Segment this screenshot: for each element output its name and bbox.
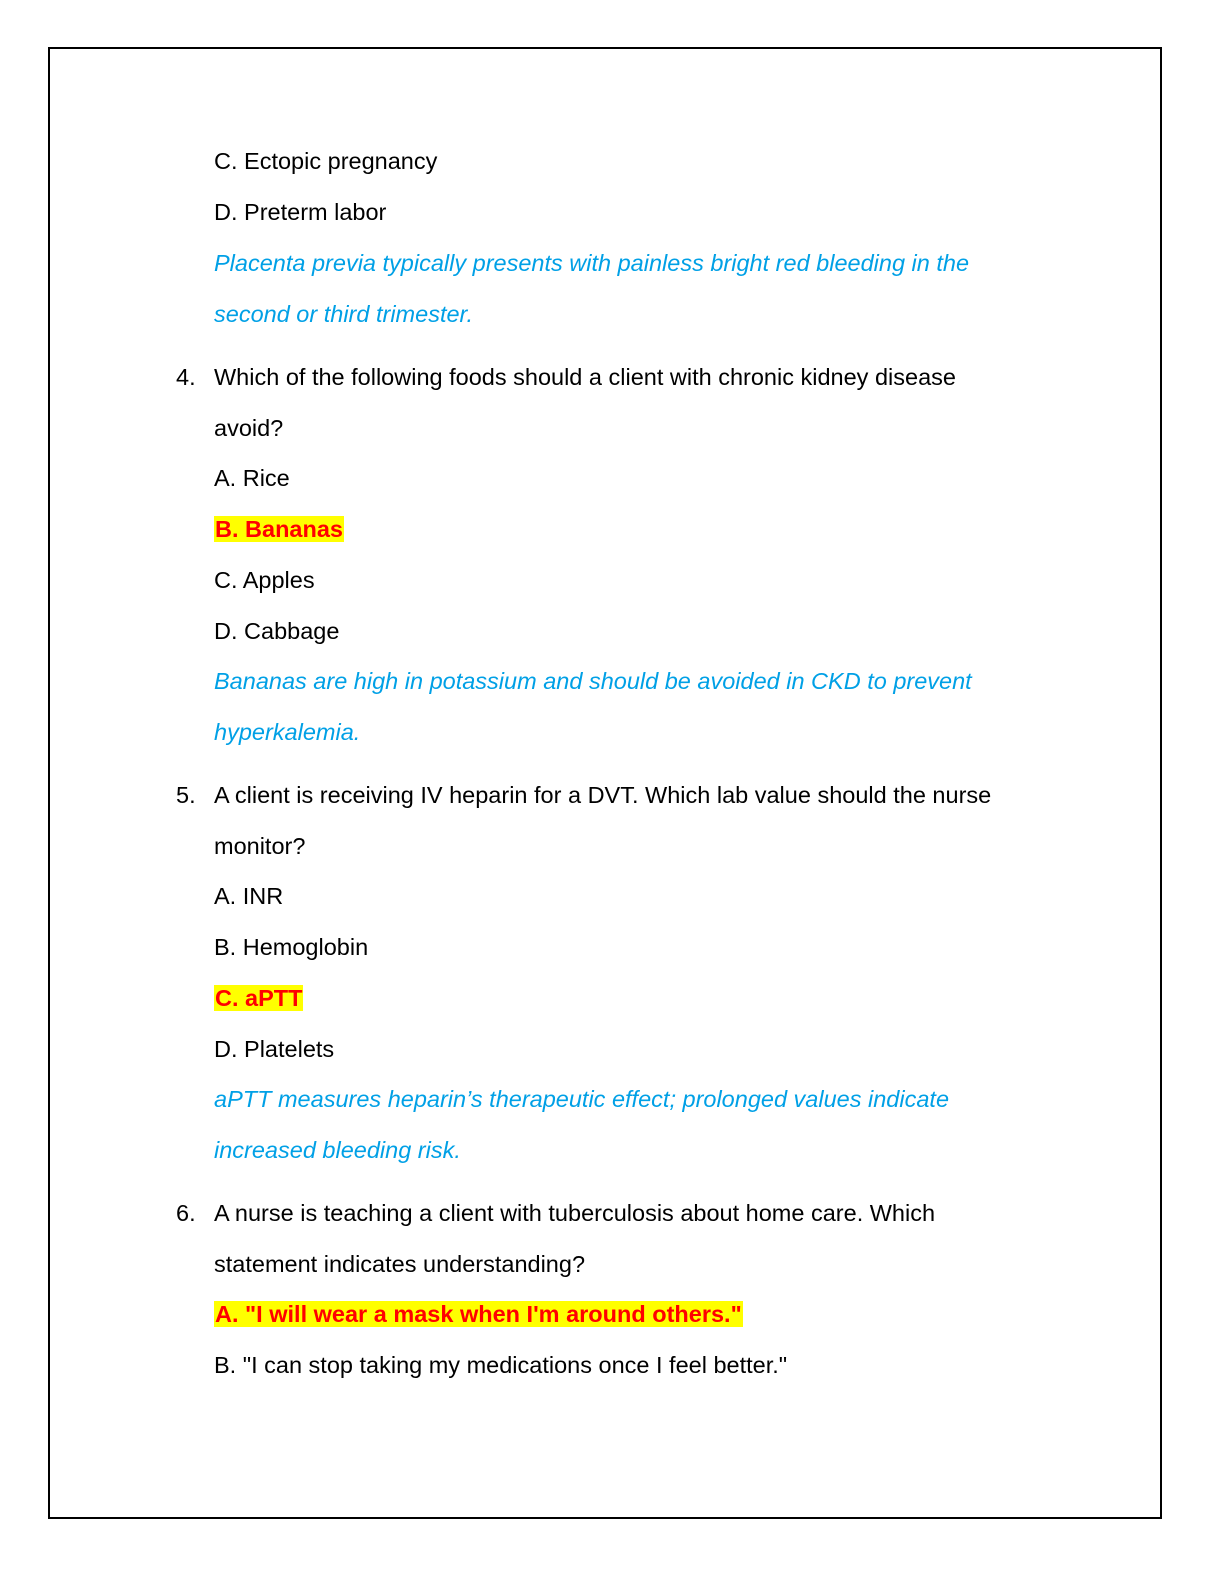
question-line: Which of the following foods should a client with chronic kidney disease: [214, 364, 956, 390]
explanation-line: second or third trimester.: [214, 301, 474, 327]
option-line: D. Cabbage: [214, 618, 340, 644]
answer-line: B. Bananas: [215, 516, 343, 542]
answer-line: C. aPTT: [215, 985, 303, 1011]
option-line: B. Hemoglobin: [214, 934, 369, 960]
option-line: A. INR: [214, 883, 284, 909]
question-number: 5.: [176, 782, 196, 808]
option-line: C. Apples: [214, 567, 315, 593]
option-line: A. Rice: [214, 465, 290, 491]
option-line: C. Ectopic pregnancy: [214, 148, 438, 174]
question-line: A nurse is teaching a client with tuberculosis about home care. Which: [214, 1200, 936, 1226]
explanation-line: Bananas are high in potassium and should be avoided in CKD to prevent: [214, 668, 972, 694]
explanation-line: Placenta previa typically presents with painless bright red bleeding in the: [214, 250, 970, 276]
question-number: 4.: [176, 364, 196, 390]
question-line: avoid?: [214, 415, 284, 441]
question-number: 6.: [176, 1200, 196, 1226]
answer-line: A. "I will wear a mask when I'm around others.": [215, 1301, 742, 1327]
option-line: D. Platelets: [214, 1036, 335, 1062]
option-line: D. Preterm labor: [214, 199, 387, 225]
question-line: monitor?: [214, 833, 306, 859]
explanation-line: aPTT measures heparin’s therapeutic effect; prolonged values indicate: [214, 1086, 950, 1112]
question-line: statement indicates understanding?: [214, 1251, 586, 1277]
explanation-line: hyperkalemia.: [214, 719, 361, 745]
option-line: B. "I can stop taking my medications once I feel better.": [214, 1352, 788, 1378]
question-line: A client is receiving IV heparin for a DVT. Which lab value should the nurse: [214, 782, 992, 808]
explanation-line: increased bleeding risk.: [214, 1137, 461, 1163]
